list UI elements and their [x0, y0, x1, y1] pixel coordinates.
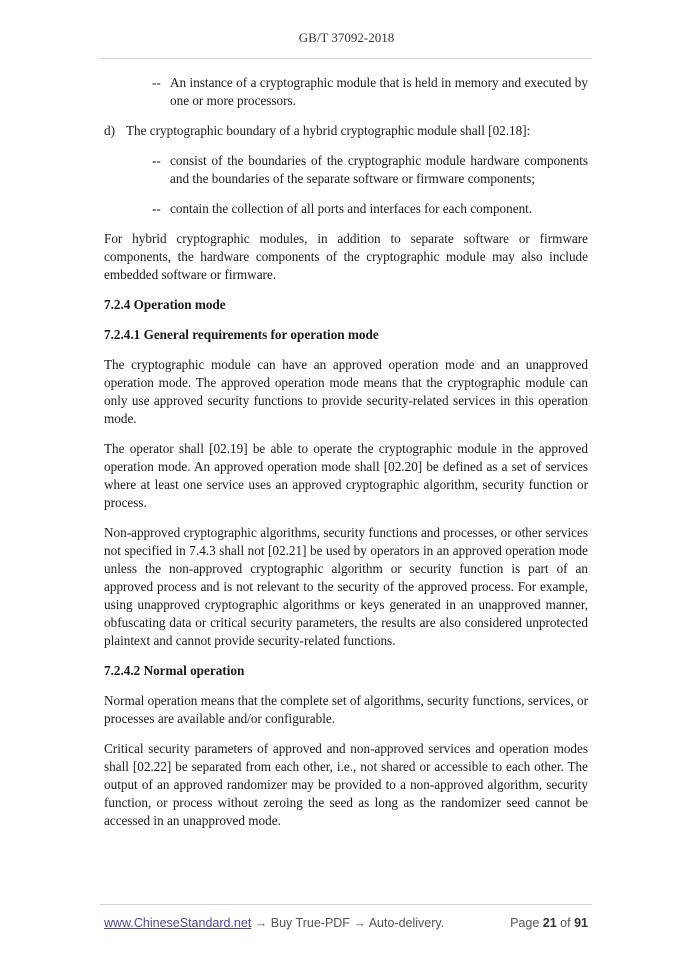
document-body: [104, 74, 588, 842]
list-item-text: consist of the boundaries of the cryptographic module hardware components and the boundaries of the separate software or firmware components;: [170, 153, 588, 186]
subsection-heading: 7.2.4.1 General requirements for operation mode: [104, 327, 379, 342]
paragraph: The cryptographic module can have an approved operation mode and an unapproved operation mode. The approved operation mode means that the cryptographic module can only use approved security functions to provide security-related services in this operation mode.: [104, 357, 588, 426]
paragraph: Normal operation means that the complete set of algorithms, security functions, services, or processes are available and/or configurable.: [104, 693, 588, 726]
site-link[interactable]: www.ChineseStandard.net: [104, 916, 252, 930]
promo-text: → Buy True-PDF → Auto-delivery.: [251, 916, 445, 930]
page-total: 91: [574, 916, 588, 930]
header-divider: [100, 58, 592, 59]
footer-promo: [104, 916, 444, 930]
list-item: [104, 200, 588, 218]
of-label: of: [560, 916, 571, 930]
page-indicator: [510, 916, 588, 930]
list-item: [104, 152, 588, 188]
subsection-heading: 7.2.4.2 Normal operation: [104, 663, 245, 678]
footer-divider: [100, 904, 592, 905]
dash-marker: --: [152, 201, 161, 216]
paragraph: For hybrid cryptographic modules, in addition to separate software or firmware components, the hardware components of the cryptographic module may also include embedded software or firmware.: [104, 231, 588, 282]
page-number: 21: [542, 916, 557, 930]
list-item: [104, 74, 588, 110]
page-header: GB/T 37092-2018: [298, 30, 395, 45]
dash-marker: --: [152, 153, 161, 168]
paragraph: Critical security parameters of approved and non-approved services and operation modes shall [02.22] be separated from each other, i.e., not shared or accessible to each other. The output of an approved randomizer may be provided to a non-approved algorithm, security function, or process without zeroing the seed as long as the randomizer seed cannot be accessed in an unapproved mode.: [104, 741, 588, 828]
section-heading: 7.2.4 Operation mode: [104, 297, 226, 312]
list-item-text: The cryptographic boundary of a hybrid cryptographic module shall [02.18]:: [126, 123, 531, 138]
list-item-text: An instance of a cryptographic module that is held in memory and executed by one or more processors.: [170, 75, 588, 108]
page-label: Page: [510, 916, 540, 930]
paragraph: The operator shall [02.19] be able to operate the cryptographic module in the approved operation mode. An approved operation mode shall [02.20] be defined as a set of services where at least one service uses an approved cryptographic algorithm, security function or process.: [104, 441, 588, 510]
dash-marker: --: [152, 75, 161, 90]
list-marker: d): [104, 123, 115, 138]
list-item-text: contain the collection of all ports and interfaces for each component.: [170, 201, 533, 216]
paragraph: Non-approved cryptographic algorithms, security functions and processes, or other services not specified in 7.4.3 shall not [02.21] be used by operators in an approved operation mode unless the non-approved cryptographic algorithm or security function is part of an approved process and is not relevant to the security of the approved process. For example, using unapproved cryptographic algorithms or keys generated in an unapproved manner, obfuscating data or critical security parameters, the results are also considered unprotected plaintext and cannot provide security-related functions.: [104, 525, 588, 648]
list-item-d: [104, 122, 588, 140]
